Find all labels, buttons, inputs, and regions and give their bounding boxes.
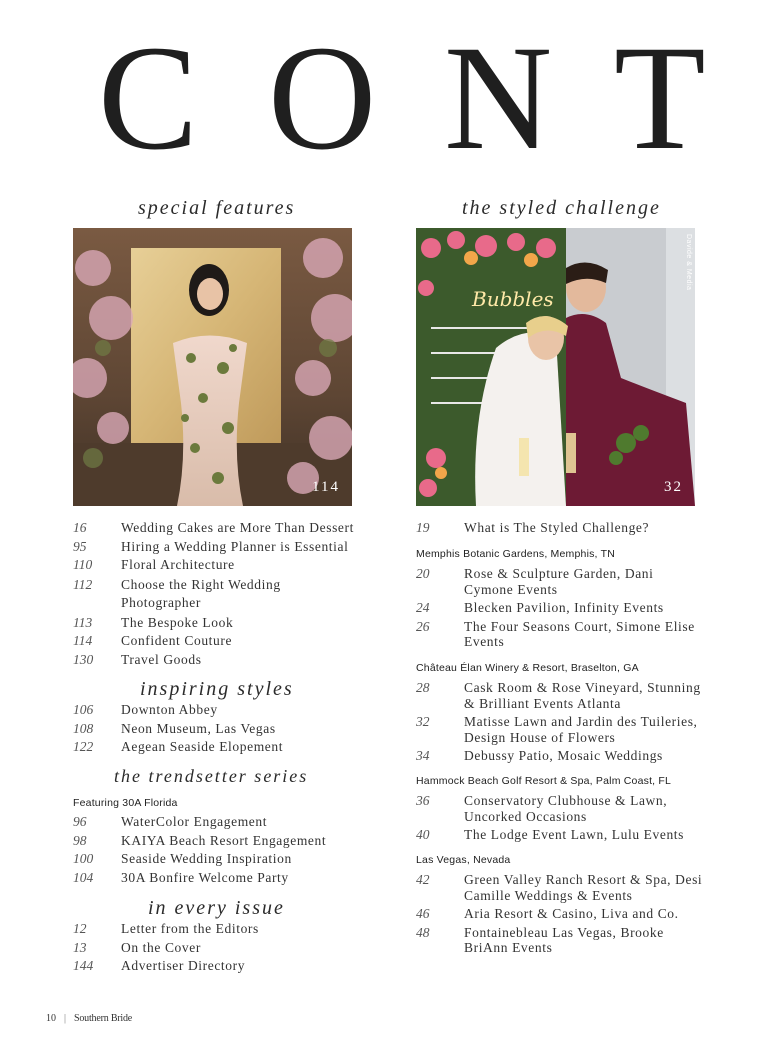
photo-credit: Davide & Media — [685, 234, 692, 291]
entry-title: 30A Bonfire Welcome Party — [121, 869, 289, 885]
title-letter: C — [98, 15, 199, 181]
photo-page-number: 32 — [664, 479, 683, 495]
trendsetter-subheading: Featuring 30A Florida — [73, 797, 178, 809]
entry-title: Advertiser Directory — [121, 958, 246, 973]
entry-title: Green Valley Ranch Resort & Spa, Desi Camille Weddings & Events — [464, 872, 703, 903]
entry-title: Fontainebleau Las Vegas, Brooke BriAnn Events — [464, 924, 664, 955]
entry-title: Hiring a Wedding Planner is Essential — [121, 538, 349, 554]
list-item[interactable] — [73, 633, 363, 649]
styled-challenge-heading: the styled challenge — [462, 197, 661, 219]
entry-title: Debussy Patio, Mosaic Weddings — [464, 748, 663, 763]
page-number: 26 — [416, 618, 430, 634]
contents-title — [98, 15, 748, 181]
entry-title: KAIYA Beach Resort Engagement — [121, 832, 327, 848]
couple-photo-illustration — [416, 228, 695, 506]
entry-title: Confident Couture — [121, 633, 233, 648]
page-number: 144 — [73, 958, 94, 973]
special-features-heading: special features — [138, 197, 296, 219]
list-item[interactable] — [416, 748, 706, 764]
list-item[interactable] — [416, 680, 706, 711]
list-item[interactable] — [73, 721, 363, 737]
title-letter: O — [268, 15, 377, 181]
every-issue-heading: in every issue — [148, 897, 285, 919]
folio-page-number: 10 — [46, 1013, 56, 1024]
venue-list — [416, 872, 706, 956]
list-item[interactable] — [416, 925, 706, 956]
page-footer — [46, 1013, 132, 1024]
venue-list — [416, 680, 706, 764]
entry-title: The Four Seasons Court, Simone Elise Events — [464, 618, 695, 649]
venue-list — [416, 793, 706, 843]
page-number: 36 — [416, 793, 430, 808]
venue-heading: Hammock Beach Golf Resort & Spa, Palm Coast, FL — [416, 775, 672, 787]
page-number: 42 — [416, 872, 430, 887]
entry-title: Rose & Sculpture Garden, Dani Cymone Events — [464, 566, 654, 597]
page-number: 28 — [416, 680, 430, 695]
list-item[interactable] — [416, 520, 706, 536]
page-number: 98 — [73, 832, 87, 848]
list-item[interactable] — [73, 921, 363, 937]
list-item[interactable] — [73, 652, 363, 668]
list-item[interactable] — [73, 615, 363, 631]
entry-title: The Bespoke Look — [121, 614, 234, 630]
list-item[interactable] — [416, 872, 706, 903]
page-number: 114 — [73, 633, 93, 648]
title-letter: N — [444, 15, 553, 181]
page-number: 40 — [416, 827, 430, 842]
page-number: 95 — [73, 538, 87, 554]
list-item[interactable] — [73, 958, 363, 974]
page-number: 113 — [73, 614, 93, 630]
entry-title: WaterColor Engagement — [121, 814, 268, 829]
couple-feature-photo[interactable] — [416, 228, 695, 506]
page-number: 122 — [73, 739, 94, 754]
page-number: 12 — [73, 921, 87, 936]
entry-title: What is The Styled Challenge? — [464, 520, 650, 535]
entry-title: Cask Room & Rose Vineyard, Stunning & Brilliant Events Atlanta — [464, 680, 701, 711]
venue-heading: Memphis Botanic Gardens, Memphis, TN — [416, 548, 615, 560]
entry-title: Matisse Lawn and Jardin des Tuileries, Design House of Flowers — [464, 714, 698, 745]
entry-title: Blecken Pavilion, Infinity Events — [464, 600, 664, 615]
page-number: 16 — [73, 520, 87, 535]
entry-title: Aegean Seaside Elopement — [121, 739, 284, 754]
neon-sign-text: Bubbles — [472, 287, 554, 311]
page-number: 13 — [73, 939, 87, 955]
title-letter: T — [614, 15, 706, 181]
page-number: 20 — [416, 566, 430, 581]
page-number: 19 — [416, 520, 430, 535]
bride-photo-illustration — [73, 228, 352, 506]
trendsetter-heading: the trendsetter series — [114, 766, 309, 786]
list-item[interactable] — [73, 940, 363, 956]
page-number: 108 — [73, 720, 94, 736]
list-item[interactable] — [416, 906, 706, 922]
page-number: 96 — [73, 814, 87, 829]
list-item[interactable] — [416, 827, 706, 843]
entry-title: Wedding Cakes are More Than Dessert — [121, 520, 354, 535]
footer-separator: | — [64, 1013, 67, 1024]
venue-heading: Château Élan Winery & Resort, Braselton, GA — [416, 662, 639, 674]
entry-title: Conservatory Clubhouse & Lawn, Uncorked Occasions — [464, 793, 668, 824]
list-item[interactable] — [73, 739, 363, 755]
list-item[interactable] — [416, 600, 706, 616]
entry-title: Travel Goods — [121, 651, 202, 667]
trendsetter-list — [73, 814, 363, 885]
list-item[interactable] — [416, 566, 706, 597]
list-item[interactable] — [416, 793, 706, 824]
entry-title: Downton Abbey — [121, 702, 218, 717]
list-item[interactable] — [73, 557, 363, 573]
special-features-list — [73, 520, 363, 667]
list-item[interactable] — [416, 714, 706, 745]
inspiring-styles-heading: inspiring styles — [140, 678, 294, 700]
list-item[interactable] — [73, 870, 363, 886]
page-number: 130 — [73, 651, 94, 667]
page-number: 32 — [416, 714, 430, 729]
page-number: 100 — [73, 851, 94, 866]
magazine-brand: Southern Bride — [74, 1013, 133, 1024]
list-item[interactable] — [73, 833, 363, 849]
inspiring-styles-list — [73, 702, 363, 755]
list-item[interactable] — [416, 619, 706, 650]
page-number: 110 — [73, 557, 93, 572]
entry-title: Letter from the Editors — [121, 921, 259, 936]
entry-title: Neon Museum, Las Vegas — [121, 720, 276, 736]
page-number: 104 — [73, 869, 94, 885]
every-issue-list — [73, 921, 363, 974]
entry-title: The Lodge Event Lawn, Lulu Events — [464, 827, 684, 842]
venue-heading: Las Vegas, Nevada — [416, 854, 511, 866]
entry-title: Floral Architecture — [121, 557, 235, 572]
page-number: 24 — [416, 600, 430, 615]
list-item[interactable] — [73, 851, 363, 867]
page-number: 48 — [416, 924, 430, 940]
page-number: 112 — [73, 576, 93, 592]
entry-title: Seaside Wedding Inspiration — [121, 851, 292, 866]
venue-list — [416, 566, 706, 650]
list-item[interactable] — [73, 539, 363, 555]
styled-challenge-intro — [416, 520, 706, 536]
entry-title: On the Cover — [121, 939, 201, 955]
page-number: 34 — [416, 748, 430, 763]
bride-feature-photo[interactable] — [73, 228, 352, 506]
page-number: 46 — [416, 906, 430, 921]
list-item[interactable] — [73, 520, 363, 536]
list-item[interactable] — [73, 576, 363, 612]
entry-title: Aria Resort & Casino, Liva and Co. — [464, 906, 679, 921]
list-item[interactable] — [73, 814, 363, 830]
photo-page-number: 114 — [312, 479, 340, 495]
list-item[interactable] — [73, 702, 363, 718]
page-number: 106 — [73, 702, 94, 717]
entry-title: Choose the Right Wedding Photographer — [121, 576, 281, 610]
